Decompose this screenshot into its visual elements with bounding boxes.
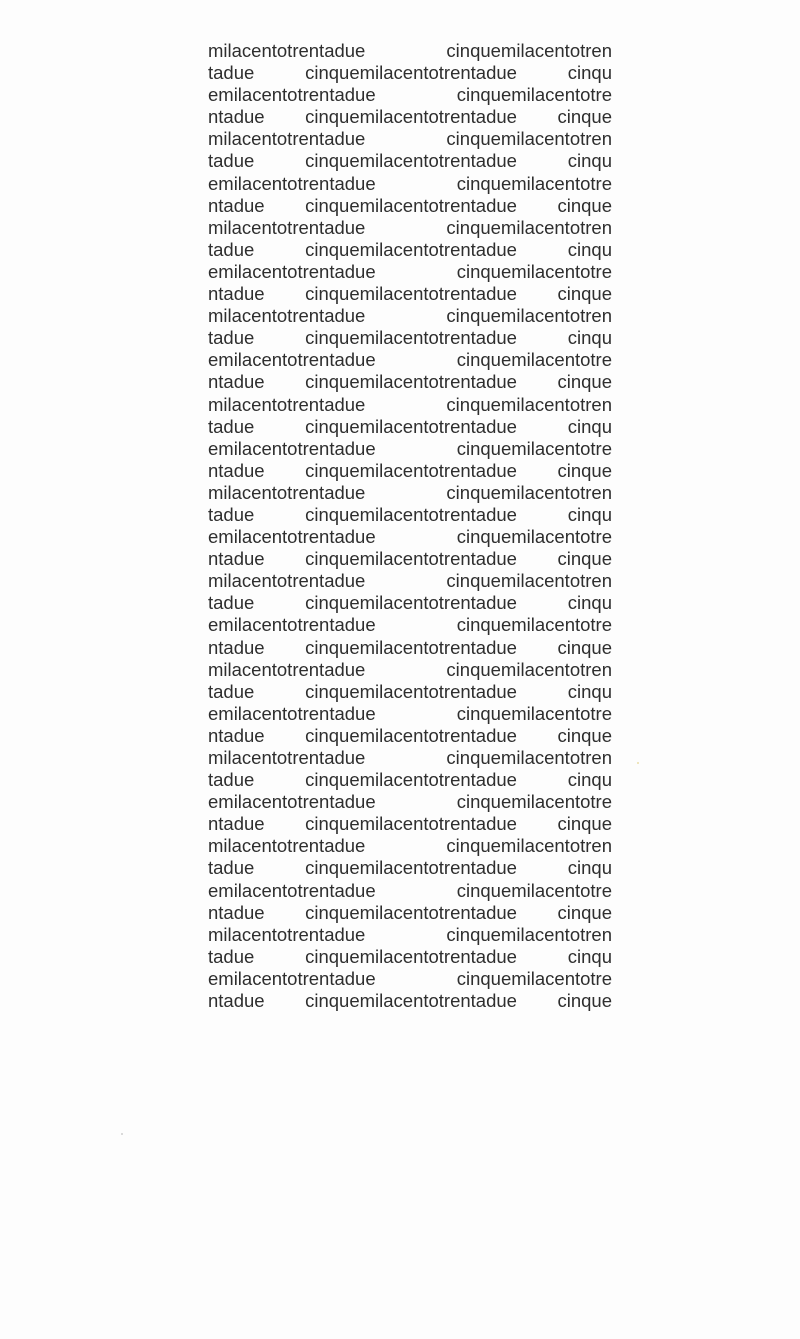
text-word: emilacentotrentadue xyxy=(208,260,376,282)
text-word: cinquemilacentotrentadue xyxy=(305,724,517,746)
text-word: cinquemilacentotre xyxy=(456,349,612,371)
text-word: cinque xyxy=(557,548,612,570)
text-word: tadue xyxy=(208,945,255,967)
text-line xyxy=(208,106,612,128)
text-word: ntadue xyxy=(208,636,265,658)
text-line xyxy=(208,946,612,968)
text-word: cinquemilacentotrentadue xyxy=(305,415,517,437)
text-word: emilacentotrentadue xyxy=(208,349,376,371)
text-word: ntadue xyxy=(208,901,265,923)
text-line xyxy=(208,504,612,526)
text-word: cinqu xyxy=(567,857,612,879)
text-line xyxy=(208,40,612,62)
text-line xyxy=(208,548,612,570)
text-word: milacentotrentadue xyxy=(208,216,366,238)
text-word: cinqu xyxy=(567,503,612,525)
text-word: emilacentotrentadue xyxy=(208,879,376,901)
text-word: cinque xyxy=(557,371,612,393)
text-word: cinquemilacentotrentadue xyxy=(305,371,517,393)
text-line xyxy=(208,195,612,217)
text-word: cinquemilacentotrentadue xyxy=(305,194,517,216)
text-word: ntadue xyxy=(208,724,265,746)
text-word: cinquemilacentotren xyxy=(446,216,612,238)
text-word: cinqu xyxy=(567,62,612,84)
text-word: cinqu xyxy=(567,592,612,614)
text-word: tadue xyxy=(208,857,255,879)
text-word: cinquemilacentotre xyxy=(456,260,612,282)
text-word: ntadue xyxy=(208,106,265,128)
text-line xyxy=(208,416,612,438)
text-line xyxy=(208,128,612,150)
text-line xyxy=(208,968,612,990)
text-line xyxy=(208,261,612,283)
text-line xyxy=(208,460,612,482)
text-word: ntadue xyxy=(208,990,265,1012)
text-word: milacentotrentadue xyxy=(208,128,366,150)
text-word: cinquemilacentotrentadue xyxy=(305,459,517,481)
text-word: cinquemilacentotrentadue xyxy=(305,503,517,525)
text-word: cinquemilacentotrentadue xyxy=(305,548,517,570)
concrete-poem-text-block xyxy=(208,40,612,1012)
text-word: cinquemilacentotren xyxy=(446,923,612,945)
text-line xyxy=(208,990,612,1012)
text-word: ntadue xyxy=(208,283,265,305)
text-line xyxy=(208,283,612,305)
text-line xyxy=(208,62,612,84)
text-word: cinquemilacentotre xyxy=(456,791,612,813)
text-word: cinquemilacentotrentadue xyxy=(305,990,517,1012)
text-word: cinquemilacentotrentadue xyxy=(305,901,517,923)
text-line xyxy=(208,438,612,460)
text-word: cinquemilacentotre xyxy=(456,437,612,459)
text-word: tadue xyxy=(208,503,255,525)
text-word: cinque xyxy=(557,813,612,835)
text-word: cinquemilacentotren xyxy=(446,128,612,150)
text-word: cinquemilacentotrentadue xyxy=(305,813,517,835)
text-word: cinquemilacentotren xyxy=(446,835,612,857)
text-word: ntadue xyxy=(208,194,265,216)
text-word: tadue xyxy=(208,415,255,437)
text-line xyxy=(208,769,612,791)
text-word: ntadue xyxy=(208,813,265,835)
text-word: cinquemilacentotren xyxy=(446,40,612,61)
text-line xyxy=(208,150,612,172)
text-word: cinquemilacentotrentadue xyxy=(305,636,517,658)
text-line xyxy=(208,482,612,504)
text-line xyxy=(208,614,612,636)
text-word: milacentotrentadue xyxy=(208,393,366,415)
text-line xyxy=(208,813,612,835)
text-word: milacentotrentadue xyxy=(208,305,366,327)
text-line xyxy=(208,239,612,261)
text-word: cinqu xyxy=(567,327,612,349)
text-line xyxy=(208,327,612,349)
text-word: cinquemilacentotre xyxy=(456,84,612,106)
text-word: milacentotrentadue xyxy=(208,747,366,768)
text-word: cinqu xyxy=(567,945,612,967)
text-word: tadue xyxy=(208,680,255,702)
text-word: cinqu xyxy=(567,415,612,437)
text-word: cinque xyxy=(557,106,612,128)
text-word: cinquemilacentotrentadue xyxy=(305,106,517,128)
text-word: milacentotrentadue xyxy=(208,658,366,680)
text-word: cinque xyxy=(557,194,612,216)
text-line xyxy=(208,835,612,857)
text-word: cinquemilacentotrentadue xyxy=(305,945,517,967)
text-word: cinquemilacentotrentadue xyxy=(305,857,517,879)
text-line xyxy=(208,84,612,106)
text-word: emilacentotrentadue xyxy=(208,614,376,636)
text-word: emilacentotrentadue xyxy=(208,967,376,989)
text-word: milacentotrentadue xyxy=(208,570,366,592)
text-word: tadue xyxy=(208,238,255,260)
text-word: ntadue xyxy=(208,548,265,570)
text-line xyxy=(208,394,612,416)
text-word: cinquemilacentotrentadue xyxy=(305,680,517,702)
text-word: cinquemilacentotrentadue xyxy=(305,327,517,349)
text-line xyxy=(208,217,612,239)
text-line xyxy=(208,570,612,592)
text-word: emilacentotrentadue xyxy=(208,84,376,106)
text-line xyxy=(208,173,612,195)
text-word: cinquemilacentotre xyxy=(456,526,612,548)
text-word: cinque xyxy=(557,901,612,923)
text-line xyxy=(208,637,612,659)
text-word: cinque xyxy=(557,724,612,746)
text-line xyxy=(208,902,612,924)
text-word: cinquemilacentotren xyxy=(446,747,612,768)
text-line xyxy=(208,526,612,548)
paper-speck xyxy=(121,1133,123,1135)
text-word: tadue xyxy=(208,327,255,349)
text-word: emilacentotrentadue xyxy=(208,172,376,194)
text-word: cinqu xyxy=(567,680,612,702)
text-word: cinquemilacentotre xyxy=(456,967,612,989)
text-word: cinquemilacentotren xyxy=(446,393,612,415)
text-line xyxy=(208,703,612,725)
text-word: cinquemilacentotrentadue xyxy=(305,150,517,172)
text-word: milacentotrentadue xyxy=(208,835,366,857)
text-word: cinquemilacentotre xyxy=(456,172,612,194)
text-line xyxy=(208,880,612,902)
text-word: cinquemilacentotrentadue xyxy=(305,769,517,791)
text-word: milacentotrentadue xyxy=(208,40,366,61)
text-word: cinquemilacentotrentadue xyxy=(305,283,517,305)
text-word: emilacentotrentadue xyxy=(208,437,376,459)
text-word: ntadue xyxy=(208,459,265,481)
text-word: cinqu xyxy=(567,769,612,791)
text-word: cinquemilacentotrentadue xyxy=(305,592,517,614)
text-word: cinque xyxy=(557,990,612,1012)
text-word: tadue xyxy=(208,62,255,84)
text-line xyxy=(208,659,612,681)
text-word: cinquemilacentotrentadue xyxy=(305,62,517,84)
text-word: cinquemilacentotren xyxy=(446,570,612,592)
text-line xyxy=(208,349,612,371)
text-word: milacentotrentadue xyxy=(208,923,366,945)
text-word: cinque xyxy=(557,636,612,658)
paper-speck xyxy=(637,762,639,764)
text-line xyxy=(208,681,612,703)
text-line xyxy=(208,371,612,393)
text-word: cinque xyxy=(557,283,612,305)
text-line xyxy=(208,592,612,614)
text-word: cinqu xyxy=(567,150,612,172)
text-word: cinquemilacentotre xyxy=(456,614,612,636)
text-word: cinquemilacentotre xyxy=(456,702,612,724)
text-word: cinque xyxy=(557,459,612,481)
text-word: emilacentotrentadue xyxy=(208,791,376,813)
text-word: cinquemilacentotrentadue xyxy=(305,238,517,260)
text-line xyxy=(208,725,612,747)
text-line xyxy=(208,924,612,946)
text-line xyxy=(208,305,612,327)
text-word: milacentotrentadue xyxy=(208,481,366,503)
text-line xyxy=(208,857,612,879)
text-word: cinquemilacentotre xyxy=(456,879,612,901)
text-word: tadue xyxy=(208,150,255,172)
text-word: cinqu xyxy=(567,238,612,260)
text-word: tadue xyxy=(208,592,255,614)
text-word: cinquemilacentotren xyxy=(446,481,612,503)
text-word: emilacentotrentadue xyxy=(208,526,376,548)
text-line xyxy=(208,791,612,813)
text-word: emilacentotrentadue xyxy=(208,702,376,724)
text-word: cinquemilacentotren xyxy=(446,658,612,680)
text-word: cinquemilacentotren xyxy=(446,305,612,327)
text-word: ntadue xyxy=(208,371,265,393)
text-line xyxy=(208,747,612,769)
text-word: tadue xyxy=(208,769,255,791)
